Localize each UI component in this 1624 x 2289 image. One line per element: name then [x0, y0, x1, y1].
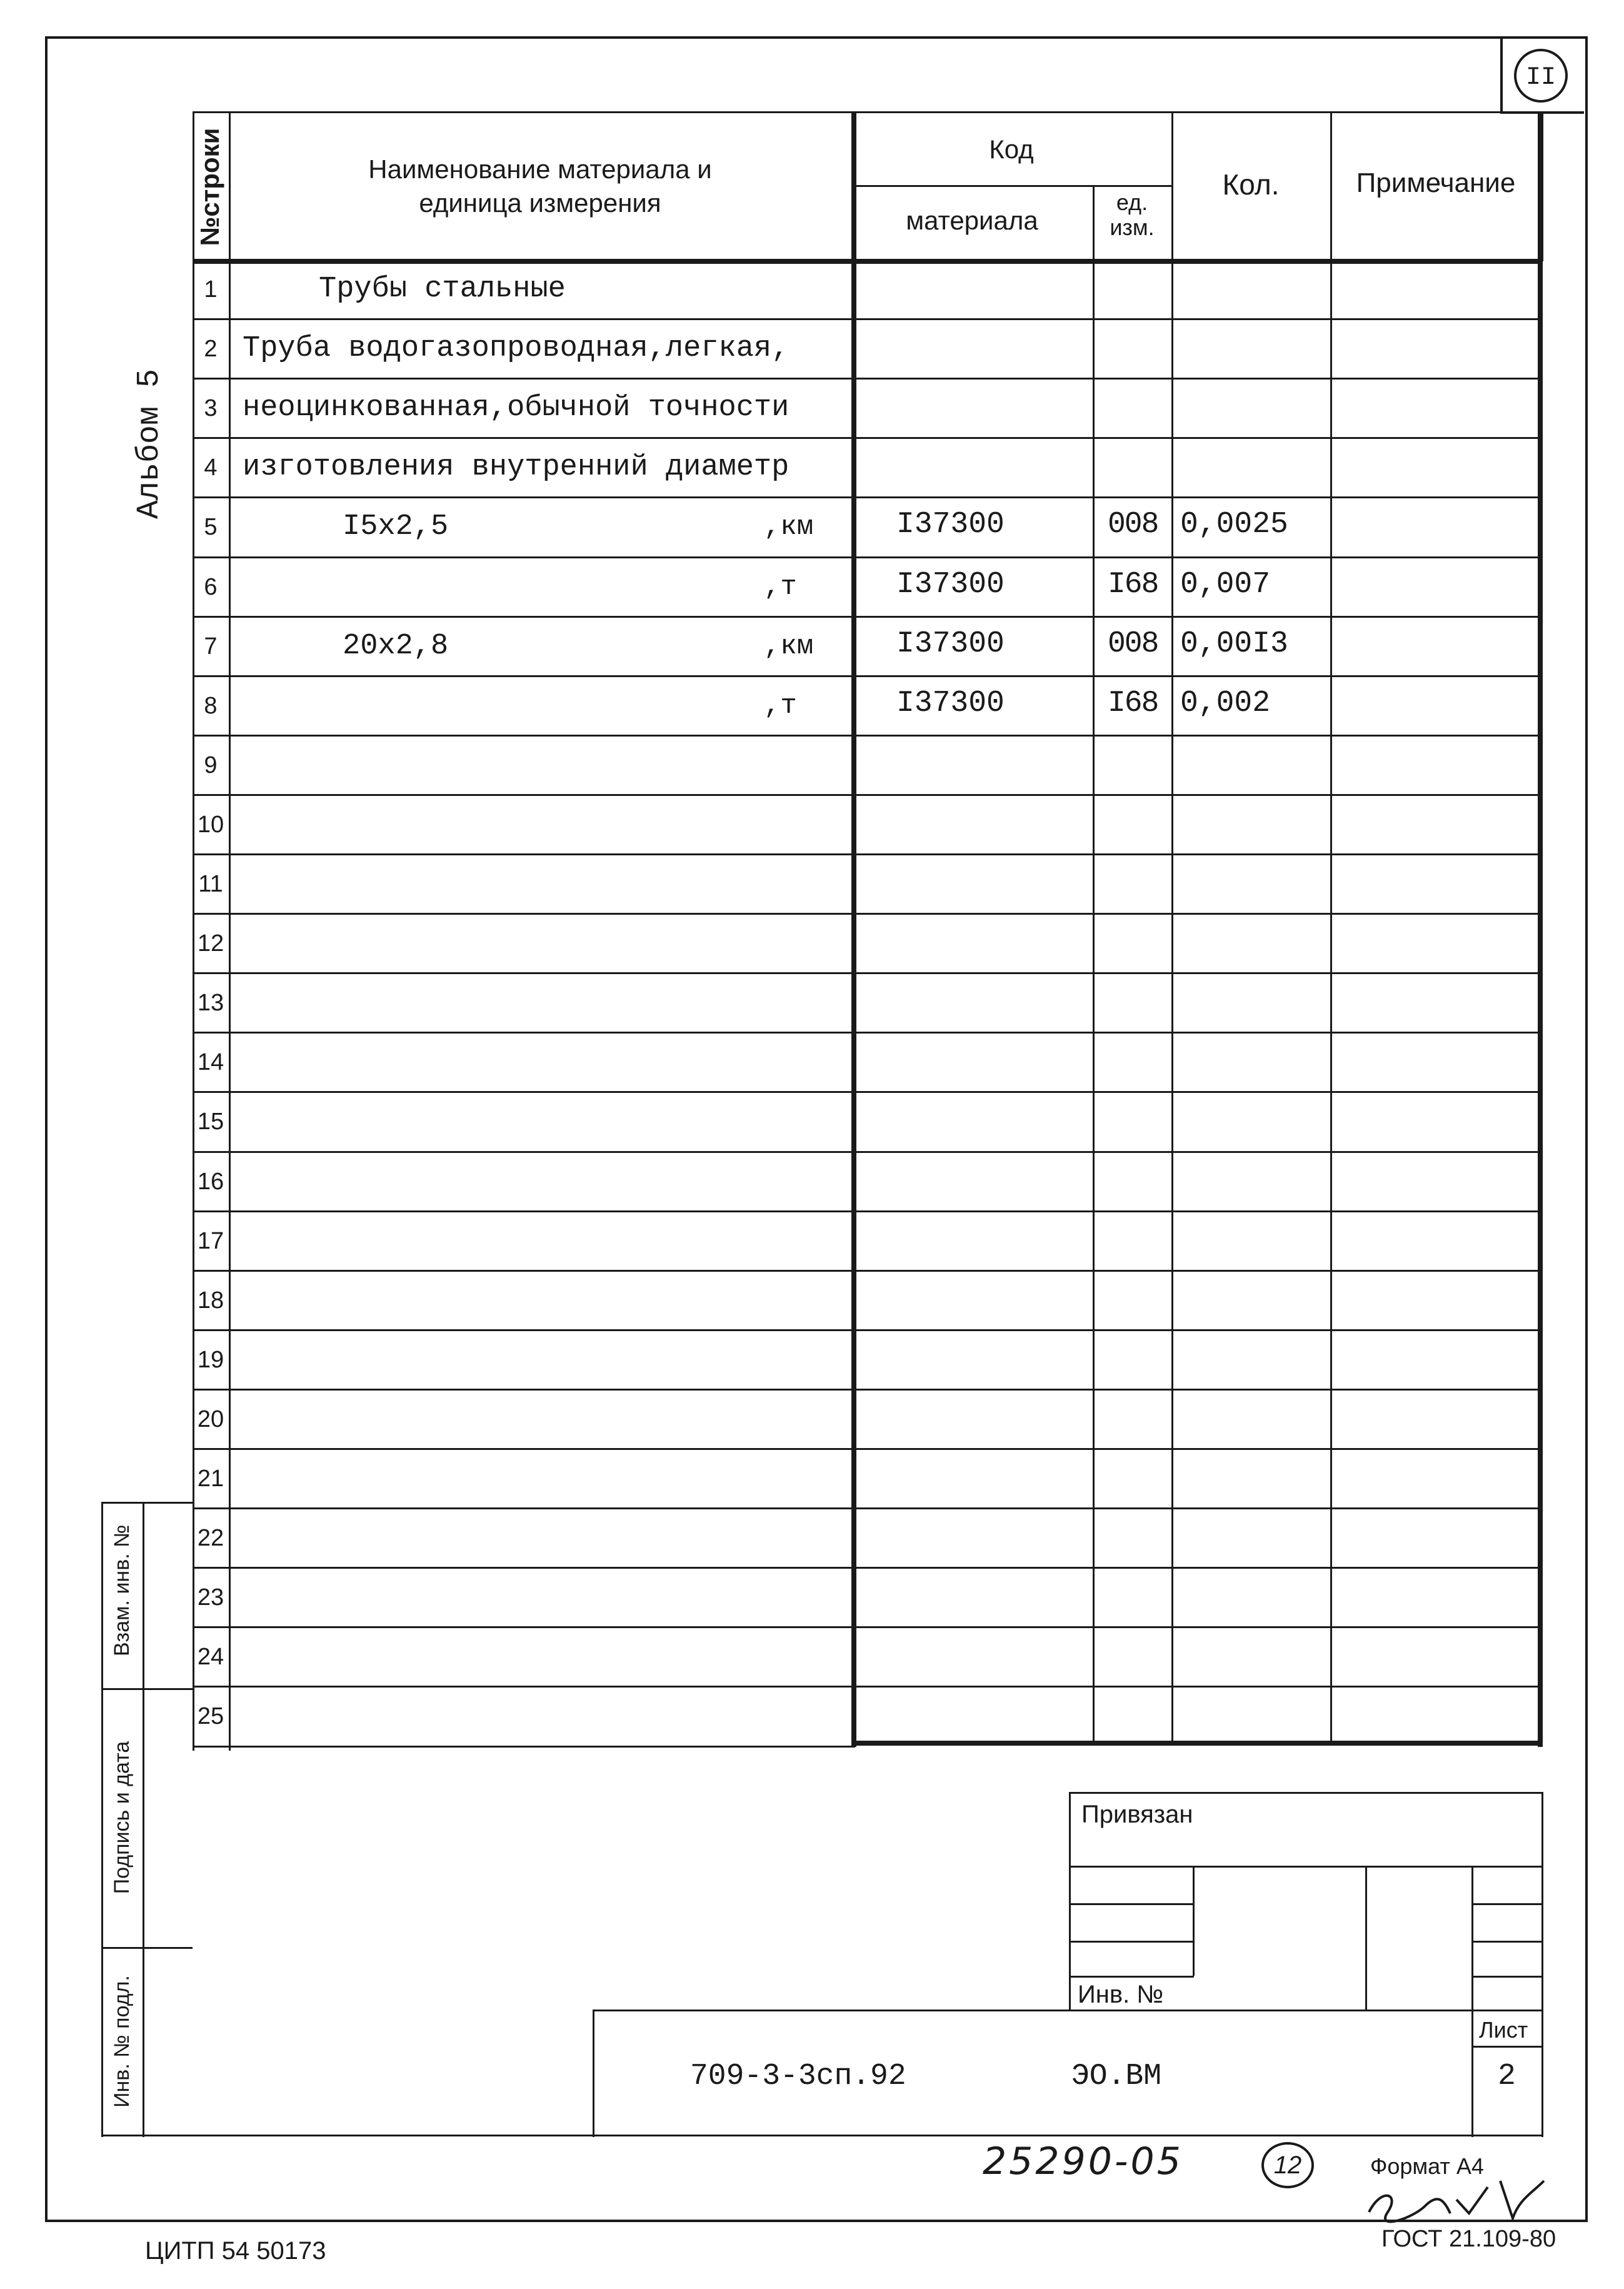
tb-list-label: Лист — [1479, 2017, 1528, 2043]
header-name — [229, 153, 851, 220]
format-label: Формат А4 — [1370, 2153, 1484, 2179]
row-line — [193, 735, 1543, 737]
side-stamp-div1 — [101, 1688, 193, 1690]
row-number: 19 — [197, 1346, 224, 1373]
row-material-code: I37300 — [896, 686, 1005, 720]
row-number: 6 — [204, 573, 218, 600]
side-podpis: Подпись и дата — [110, 1741, 134, 1894]
header-unit-line1: ед. — [1116, 189, 1148, 215]
row-unit-suffix: ,км — [764, 511, 814, 543]
tb-grid-h3 — [1069, 1941, 1194, 1943]
row-line — [193, 318, 1543, 320]
row-unit-suffix: ,т — [764, 571, 797, 603]
tb-bottom — [101, 2135, 1543, 2136]
code-subheader-line — [851, 185, 1171, 187]
row-number: 17 — [197, 1227, 224, 1254]
tb-grid-h4b — [1471, 1976, 1543, 1978]
tb-grid-v1 — [1193, 1866, 1195, 1976]
circled-number-text: 12 — [1273, 2151, 1302, 2179]
row-number: 16 — [197, 1168, 224, 1195]
row-line — [193, 1329, 1543, 1331]
row-line — [193, 1091, 1543, 1093]
row-line — [193, 1567, 1543, 1569]
note-left — [1330, 111, 1332, 1744]
side-stamp-mid — [143, 1502, 144, 2137]
row-number: 11 — [198, 871, 223, 897]
row-number: 24 — [197, 1644, 224, 1671]
row-number: 3 — [204, 395, 218, 422]
tb-grid-h2 — [1069, 1903, 1194, 1905]
row-name: 20x2,8 — [343, 629, 449, 663]
row-line — [193, 1270, 1543, 1272]
row-line — [193, 675, 1543, 677]
tb-grid-h4 — [1069, 1976, 1194, 1978]
sheet-badge — [1514, 49, 1568, 103]
row-number: 8 — [204, 692, 218, 719]
row-number: 2 — [204, 336, 218, 363]
row-number: 18 — [197, 1287, 224, 1314]
sheet-badge-text: II — [1525, 64, 1556, 92]
row-number: 5 — [204, 514, 218, 541]
row-line — [193, 972, 1543, 974]
header-right — [1541, 111, 1543, 261]
table-bottom-thin — [193, 1746, 855, 1748]
tb-inv-no: Инв. № — [1078, 1981, 1164, 2008]
tb-privyazan-top — [1069, 1792, 1543, 1794]
circled-number — [1261, 2142, 1314, 2188]
row-unit-suffix: ,км — [764, 630, 814, 662]
tb-main-left — [593, 2010, 594, 2137]
header-row-no: №строки — [195, 128, 224, 246]
side-inv: Инв. № подл. — [110, 1975, 134, 2108]
tb-privyazan: Привязан — [1081, 1801, 1193, 1828]
row-number: 15 — [197, 1109, 224, 1135]
row-name: изготовления внутренний диаметр — [243, 451, 789, 485]
row-line — [193, 496, 1543, 498]
tb-grid-h2b — [1471, 1903, 1543, 1905]
header-code: Код — [989, 134, 1034, 164]
header-name-line1: Наименование материала и — [368, 154, 712, 184]
unit-left — [1093, 185, 1095, 1744]
header-name-line2: единица измерения — [419, 188, 661, 218]
tb-list-left — [1471, 2010, 1473, 2137]
header-material: материала — [906, 206, 1038, 235]
table-top-border — [193, 111, 1543, 113]
row-unit-code: I68 — [1108, 686, 1158, 720]
table-bottom-line — [851, 1741, 1543, 1746]
tb-list-div — [1471, 2046, 1543, 2048]
row-line — [193, 853, 1543, 855]
row-material-code: I37300 — [896, 508, 1005, 542]
tb-main-top — [593, 2010, 1543, 2011]
row-number: 14 — [197, 1049, 224, 1076]
gost-label: ГОСТ 21.109-80 — [1381, 2226, 1556, 2252]
row-number: 22 — [197, 1525, 224, 1552]
row-number: 23 — [197, 1584, 224, 1611]
header-qty: Кол. — [1222, 168, 1280, 201]
header-bottom-line — [193, 259, 1543, 264]
tb-grid-v3 — [1471, 1866, 1473, 2011]
handwritten-number: 25290-05 — [983, 2140, 1183, 2183]
row-unit-suffix: ,т — [764, 690, 797, 722]
material-code-left — [851, 111, 856, 1747]
row-unit-code: I68 — [1108, 567, 1158, 601]
header-note: Примечание — [1356, 168, 1516, 198]
row-line — [193, 794, 1543, 796]
row-number: 1 — [204, 276, 218, 303]
row-line — [193, 437, 1543, 439]
row-unit-code: 008 — [1108, 626, 1158, 661]
qty-left — [1171, 111, 1173, 1744]
signature — [1363, 2175, 1563, 2231]
row-name: Труба водогазопроводная,легкая, — [243, 332, 789, 366]
row-line — [193, 913, 1543, 915]
row-line — [193, 1686, 1543, 1688]
side-stamp-left — [101, 1502, 103, 2137]
row-name: Трубы стальные — [319, 273, 566, 306]
row-line — [193, 616, 1543, 618]
row-line — [193, 1626, 1543, 1628]
row-qty: 0,007 — [1180, 567, 1271, 601]
tb-grid-v2 — [1365, 1866, 1367, 2011]
row-qty: 0,002 — [1180, 686, 1271, 720]
row-line — [193, 1032, 1543, 1034]
header-unit-line2: изм. — [1110, 214, 1155, 240]
citp-label: ЦИТП 54 50173 — [145, 2237, 326, 2265]
album-label: Альбом 5 — [132, 368, 168, 519]
row-number: 13 — [197, 990, 224, 1017]
row-number: 7 — [204, 633, 218, 660]
side-stamp-div2 — [101, 1947, 193, 1949]
row-number: 25 — [197, 1703, 224, 1730]
row-qty: 0,0025 — [1180, 508, 1288, 542]
row-number: 21 — [197, 1466, 224, 1492]
header-unit — [1093, 190, 1171, 240]
row-qty: 0,00I3 — [1180, 626, 1288, 661]
row-number: 10 — [197, 811, 224, 838]
tb-doc-suffix: ЭО.ВМ — [1071, 2060, 1162, 2093]
row-number: 20 — [197, 1406, 224, 1432]
side-vzam: Взам. инв. № — [110, 1524, 134, 1656]
rownum-divider — [229, 111, 231, 1751]
row-number: 9 — [204, 752, 218, 778]
row-name: неоцинкованная,обычной точности — [243, 391, 789, 425]
row-line — [193, 378, 1543, 380]
row-line — [193, 1448, 1543, 1450]
tb-grid-h3b — [1471, 1941, 1543, 1943]
row-line — [193, 1151, 1543, 1153]
row-number: 12 — [197, 930, 224, 957]
row-line — [193, 1389, 1543, 1391]
row-line — [193, 1507, 1543, 1509]
table-right-border — [1538, 111, 1543, 1747]
row-unit-code: 008 — [1108, 508, 1158, 542]
side-stamp-top — [101, 1502, 193, 1504]
row-line — [193, 1210, 1543, 1212]
tb-doc-code: 709-3-3сп.92 — [690, 2060, 906, 2093]
row-line — [193, 556, 1543, 558]
row-material-code: I37300 — [896, 626, 1005, 661]
tb-list-value: 2 — [1498, 2060, 1516, 2093]
row-number: 4 — [204, 455, 218, 481]
row-material-code: I37300 — [896, 567, 1005, 601]
tb-outer-right — [1541, 1792, 1543, 2137]
row-name: I5x2,5 — [343, 510, 449, 544]
